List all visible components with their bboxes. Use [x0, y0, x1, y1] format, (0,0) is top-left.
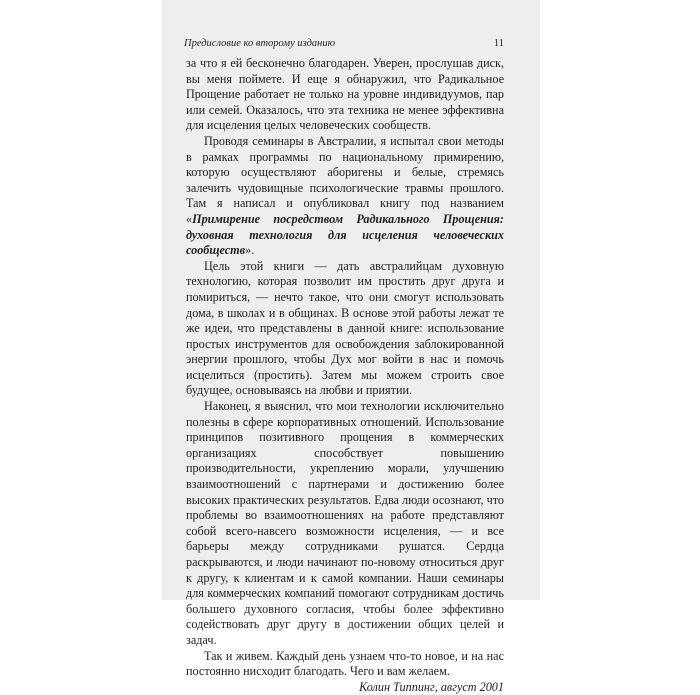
paragraph-4: Наконец, я выяснил, что мои технологии исключительно полезны в сфере корпоративных отношений. Использование принципов позитивного прощения в коммерческих организациях способствует повышению производительности, укреплению морали, улучшению взаимоотношений с партнерами и достижению более высоких практических результатов. Едва люди осознают, что проблемы во взаимоотношениях на работе представляют собой всего-навсего возможности исцеления, — и все барьеры между сотрудниками рушатся. Сердца раскрываются, и люди начинают по-новому относиться друг к другу, к клиентам и к самой компании. Наши семинары для коммерческих компаний помогают сотрудникам достичь большего духовного согласия, чтобы более эффективно содействовать друг другу в достижении общих целей и задач.: [186, 399, 504, 647]
paragraph-3: Цель этой книги — дать австралийцам духовную технологию, которая позволит им простить друг друга и помириться, — нечто такое, что они смогут использовать дома, в школах и в общинах. В основе этой работы лежат те же идеи, что представлены в данной книге: использование простых инструментов для освобождения заблокированной энергии прошлого, чтобы Дух мог войти в нас и помочь исцелиться (простить). Затем мы можем строить свое будущее, основываясь на любви и приятии.: [186, 258, 504, 398]
author-signature: Колин Типпинг, август 2001: [359, 679, 504, 694]
running-title: Предисловие ко второму изданию: [184, 38, 335, 49]
page-number: 11: [493, 38, 504, 49]
book-title: Примирение посредством Радикального Прощения: духовная технология для исцеления человеческих сообществ: [186, 211, 504, 258]
paragraph-2: [186, 134, 504, 259]
page-body: [186, 56, 504, 695]
paragraph-1: за что я ей бесконечно благодарен. Уверен, прослушав диск, вы меня поймете. И еще я обнаружил, что Радикальное Прощение работает не только на уровне индивидуумов, пар или семей. Оказалось, что эта техника не менее эффективна для исцеления целых человеческих сообществ.: [186, 56, 504, 133]
paragraph-2-start: Проводя семинары в Австралии, я испытал свои методы в рамках программы по национальному примирению, которую осуществляют аборигены и белые, стремясь залечить чудовищные психологические травмы прошлого. Там я написал и опубликовал книгу под названием «: [186, 133, 504, 226]
paragraph-5: Так и живем. Каждый день узнаем что-то новое, и на нас постоянно нисходит благодать. Чего и вам желаем.: [186, 648, 504, 679]
paragraph-2-end: ».: [245, 243, 255, 258]
